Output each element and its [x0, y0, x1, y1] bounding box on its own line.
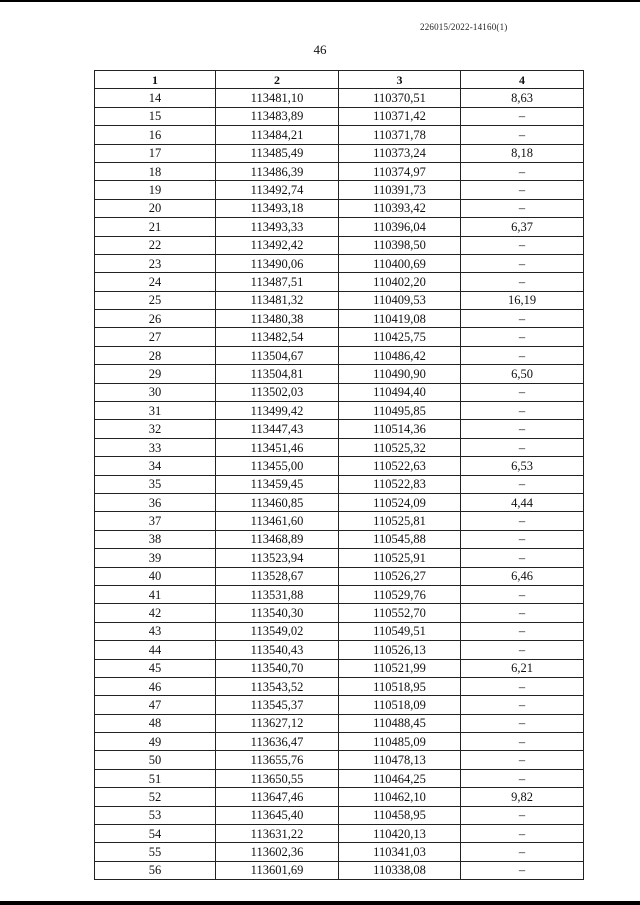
point-number-cell: 38	[95, 530, 216, 548]
distance-cell: –	[461, 199, 584, 217]
point-number-cell: 49	[95, 733, 216, 751]
distance-cell: –	[461, 806, 584, 824]
table-row	[95, 493, 584, 511]
x-coordinate-cell: 113499,42	[216, 402, 339, 420]
point-number-cell: 43	[95, 622, 216, 640]
point-number-cell: 35	[95, 475, 216, 493]
distance-cell: 6,53	[461, 457, 584, 475]
table-row	[95, 126, 584, 144]
point-number-cell: 29	[95, 365, 216, 383]
table-row	[95, 365, 584, 383]
x-coordinate-cell: 113528,67	[216, 567, 339, 585]
distance-cell: 16,19	[461, 291, 584, 309]
distance-cell: –	[461, 402, 584, 420]
x-coordinate-cell: 113455,00	[216, 457, 339, 475]
x-coordinate-cell: 113493,33	[216, 218, 339, 236]
y-coordinate-cell: 110478,13	[339, 751, 461, 769]
distance-cell: –	[461, 696, 584, 714]
y-coordinate-cell: 110338,08	[339, 861, 461, 879]
point-number-cell: 37	[95, 512, 216, 530]
point-number-cell: 53	[95, 806, 216, 824]
point-number-cell: 23	[95, 254, 216, 272]
distance-cell: –	[461, 641, 584, 659]
table-row	[95, 438, 584, 456]
point-number-cell: 48	[95, 714, 216, 732]
table-row	[95, 861, 584, 879]
table-row	[95, 751, 584, 769]
distance-cell: 6,37	[461, 218, 584, 236]
table-body	[95, 89, 584, 880]
y-coordinate-cell: 110371,78	[339, 126, 461, 144]
y-coordinate-cell: 110400,69	[339, 254, 461, 272]
point-number-cell: 19	[95, 181, 216, 199]
column-header: 3	[339, 71, 461, 89]
x-coordinate-cell: 113523,94	[216, 549, 339, 567]
x-coordinate-cell: 113636,47	[216, 733, 339, 751]
x-coordinate-cell: 113447,43	[216, 420, 339, 438]
point-number-cell: 14	[95, 89, 216, 107]
distance-cell: –	[461, 273, 584, 291]
distance-cell: –	[461, 346, 584, 364]
distance-cell: 4,44	[461, 493, 584, 511]
y-coordinate-cell: 110420,13	[339, 825, 461, 843]
distance-cell: –	[461, 475, 584, 493]
y-coordinate-cell: 110549,51	[339, 622, 461, 640]
document-id: 226015/2022-14160(1)	[420, 22, 508, 32]
distance-cell: –	[461, 420, 584, 438]
y-coordinate-cell: 110518,09	[339, 696, 461, 714]
point-number-cell: 28	[95, 346, 216, 364]
y-coordinate-cell: 110409,53	[339, 291, 461, 309]
x-coordinate-cell: 113459,45	[216, 475, 339, 493]
y-coordinate-cell: 110522,63	[339, 457, 461, 475]
point-number-cell: 55	[95, 843, 216, 861]
point-number-cell: 50	[95, 751, 216, 769]
x-coordinate-cell: 113627,12	[216, 714, 339, 732]
y-coordinate-cell: 110391,73	[339, 181, 461, 199]
distance-cell: –	[461, 677, 584, 695]
table-row	[95, 457, 584, 475]
x-coordinate-cell: 113484,21	[216, 126, 339, 144]
point-number-cell: 34	[95, 457, 216, 475]
y-coordinate-cell: 110552,70	[339, 604, 461, 622]
table-row	[95, 420, 584, 438]
distance-cell: –	[461, 162, 584, 180]
point-number-cell: 24	[95, 273, 216, 291]
distance-cell: –	[461, 622, 584, 640]
x-coordinate-cell: 113486,39	[216, 162, 339, 180]
y-coordinate-cell: 110545,88	[339, 530, 461, 548]
table-row	[95, 567, 584, 585]
x-coordinate-cell: 113461,60	[216, 512, 339, 530]
distance-cell: 6,50	[461, 365, 584, 383]
table-row	[95, 806, 584, 824]
distance-cell: –	[461, 181, 584, 199]
point-number-cell: 33	[95, 438, 216, 456]
top-border	[0, 0, 640, 2]
y-coordinate-cell: 110525,32	[339, 438, 461, 456]
distance-cell: –	[461, 843, 584, 861]
table-row	[95, 89, 584, 107]
distance-cell: 8,18	[461, 144, 584, 162]
x-coordinate-cell: 113543,52	[216, 677, 339, 695]
distance-cell: –	[461, 126, 584, 144]
distance-cell: –	[461, 714, 584, 732]
table-row	[95, 162, 584, 180]
x-coordinate-cell: 113631,22	[216, 825, 339, 843]
x-coordinate-cell: 113540,70	[216, 659, 339, 677]
x-coordinate-cell: 113485,49	[216, 144, 339, 162]
y-coordinate-cell: 110402,20	[339, 273, 461, 291]
distance-cell: 9,82	[461, 788, 584, 806]
x-coordinate-cell: 113502,03	[216, 383, 339, 401]
y-coordinate-cell: 110462,10	[339, 788, 461, 806]
table-row	[95, 530, 584, 548]
table-row	[95, 475, 584, 493]
table-row	[95, 402, 584, 420]
y-coordinate-cell: 110373,24	[339, 144, 461, 162]
point-number-cell: 30	[95, 383, 216, 401]
point-number-cell: 41	[95, 585, 216, 603]
x-coordinate-cell: 113481,32	[216, 291, 339, 309]
table-row	[95, 144, 584, 162]
y-coordinate-cell: 110396,04	[339, 218, 461, 236]
table-row	[95, 310, 584, 328]
column-header: 4	[461, 71, 584, 89]
point-number-cell: 40	[95, 567, 216, 585]
table-row	[95, 383, 584, 401]
point-number-cell: 32	[95, 420, 216, 438]
point-number-cell: 51	[95, 769, 216, 787]
distance-cell: –	[461, 107, 584, 125]
x-coordinate-cell: 113549,02	[216, 622, 339, 640]
y-coordinate-cell: 110518,95	[339, 677, 461, 695]
distance-cell: –	[461, 733, 584, 751]
table-row	[95, 273, 584, 291]
x-coordinate-cell: 113645,40	[216, 806, 339, 824]
table-row	[95, 825, 584, 843]
table-row	[95, 218, 584, 236]
distance-cell: –	[461, 438, 584, 456]
table-row	[95, 622, 584, 640]
table-row	[95, 199, 584, 217]
table-row	[95, 677, 584, 695]
distance-cell: 6,21	[461, 659, 584, 677]
x-coordinate-cell: 113655,76	[216, 751, 339, 769]
distance-cell: –	[461, 236, 584, 254]
point-number-cell: 25	[95, 291, 216, 309]
table-row	[95, 291, 584, 309]
distance-cell: –	[461, 383, 584, 401]
table-row	[95, 549, 584, 567]
table-row	[95, 843, 584, 861]
point-number-cell: 36	[95, 493, 216, 511]
y-coordinate-cell: 110398,50	[339, 236, 461, 254]
point-number-cell: 17	[95, 144, 216, 162]
y-coordinate-cell: 110514,36	[339, 420, 461, 438]
distance-cell: –	[461, 585, 584, 603]
y-coordinate-cell: 110425,75	[339, 328, 461, 346]
table-row	[95, 328, 584, 346]
point-number-cell: 52	[95, 788, 216, 806]
table-row	[95, 236, 584, 254]
point-number-cell: 16	[95, 126, 216, 144]
column-header: 2	[216, 71, 339, 89]
point-number-cell: 27	[95, 328, 216, 346]
point-number-cell: 18	[95, 162, 216, 180]
x-coordinate-cell: 113490,06	[216, 254, 339, 272]
y-coordinate-cell: 110341,03	[339, 843, 461, 861]
y-coordinate-cell: 110524,09	[339, 493, 461, 511]
y-coordinate-cell: 110374,97	[339, 162, 461, 180]
x-coordinate-cell: 113483,89	[216, 107, 339, 125]
point-number-cell: 46	[95, 677, 216, 695]
distance-cell: –	[461, 769, 584, 787]
x-coordinate-cell: 113451,46	[216, 438, 339, 456]
column-header: 1	[95, 71, 216, 89]
table-row	[95, 585, 584, 603]
x-coordinate-cell: 113540,43	[216, 641, 339, 659]
y-coordinate-cell: 110486,42	[339, 346, 461, 364]
distance-cell: –	[461, 254, 584, 272]
point-number-cell: 20	[95, 199, 216, 217]
point-number-cell: 31	[95, 402, 216, 420]
page-number: 46	[313, 42, 327, 57]
x-coordinate-cell: 113531,88	[216, 585, 339, 603]
x-coordinate-cell: 113481,10	[216, 89, 339, 107]
x-coordinate-cell: 113487,51	[216, 273, 339, 291]
table-row	[95, 254, 584, 272]
y-coordinate-cell: 110371,42	[339, 107, 461, 125]
y-coordinate-cell: 110526,27	[339, 567, 461, 585]
x-coordinate-cell: 113468,89	[216, 530, 339, 548]
table-row	[95, 696, 584, 714]
table-row	[95, 641, 584, 659]
x-coordinate-cell: 113492,74	[216, 181, 339, 199]
distance-cell: 6,46	[461, 567, 584, 585]
distance-cell: –	[461, 604, 584, 622]
point-number-cell: 56	[95, 861, 216, 879]
table-header-row	[95, 71, 584, 89]
point-number-cell: 45	[95, 659, 216, 677]
x-coordinate-cell: 113504,81	[216, 365, 339, 383]
x-coordinate-cell: 113504,67	[216, 346, 339, 364]
x-coordinate-cell: 113460,85	[216, 493, 339, 511]
y-coordinate-cell: 110529,76	[339, 585, 461, 603]
x-coordinate-cell: 113650,55	[216, 769, 339, 787]
y-coordinate-cell: 110488,45	[339, 714, 461, 732]
distance-cell: 8,63	[461, 89, 584, 107]
table-row	[95, 512, 584, 530]
distance-cell: –	[461, 530, 584, 548]
table-row	[95, 659, 584, 677]
table-row	[95, 604, 584, 622]
y-coordinate-cell: 110419,08	[339, 310, 461, 328]
y-coordinate-cell: 110490,90	[339, 365, 461, 383]
x-coordinate-cell: 113540,30	[216, 604, 339, 622]
y-coordinate-cell: 110494,40	[339, 383, 461, 401]
distance-cell: –	[461, 310, 584, 328]
point-number-cell: 15	[95, 107, 216, 125]
y-coordinate-cell: 110370,51	[339, 89, 461, 107]
table-row	[95, 181, 584, 199]
y-coordinate-cell: 110525,91	[339, 549, 461, 567]
x-coordinate-cell: 113602,36	[216, 843, 339, 861]
x-coordinate-cell: 113601,69	[216, 861, 339, 879]
point-number-cell: 42	[95, 604, 216, 622]
x-coordinate-cell: 113480,38	[216, 310, 339, 328]
table-row	[95, 788, 584, 806]
point-number-cell: 21	[95, 218, 216, 236]
x-coordinate-cell: 113493,18	[216, 199, 339, 217]
y-coordinate-cell: 110485,09	[339, 733, 461, 751]
y-coordinate-cell: 110522,83	[339, 475, 461, 493]
point-number-cell: 47	[95, 696, 216, 714]
x-coordinate-cell: 113492,42	[216, 236, 339, 254]
y-coordinate-cell: 110393,42	[339, 199, 461, 217]
coordinates-table	[94, 70, 584, 880]
distance-cell: –	[461, 512, 584, 530]
distance-cell: –	[461, 751, 584, 769]
point-number-cell: 54	[95, 825, 216, 843]
distance-cell: –	[461, 549, 584, 567]
bottom-border	[0, 901, 640, 905]
point-number-cell: 22	[95, 236, 216, 254]
point-number-cell: 44	[95, 641, 216, 659]
distance-cell: –	[461, 861, 584, 879]
distance-cell: –	[461, 825, 584, 843]
point-number-cell: 26	[95, 310, 216, 328]
table-row	[95, 769, 584, 787]
y-coordinate-cell: 110526,13	[339, 641, 461, 659]
x-coordinate-cell: 113545,37	[216, 696, 339, 714]
x-coordinate-cell: 113647,46	[216, 788, 339, 806]
y-coordinate-cell: 110521,99	[339, 659, 461, 677]
y-coordinate-cell: 110525,81	[339, 512, 461, 530]
y-coordinate-cell: 110464,25	[339, 769, 461, 787]
x-coordinate-cell: 113482,54	[216, 328, 339, 346]
table-row	[95, 733, 584, 751]
y-coordinate-cell: 110495,85	[339, 402, 461, 420]
table-row	[95, 346, 584, 364]
distance-cell: –	[461, 328, 584, 346]
point-number-cell: 39	[95, 549, 216, 567]
table-row	[95, 107, 584, 125]
y-coordinate-cell: 110458,95	[339, 806, 461, 824]
table-row	[95, 714, 584, 732]
